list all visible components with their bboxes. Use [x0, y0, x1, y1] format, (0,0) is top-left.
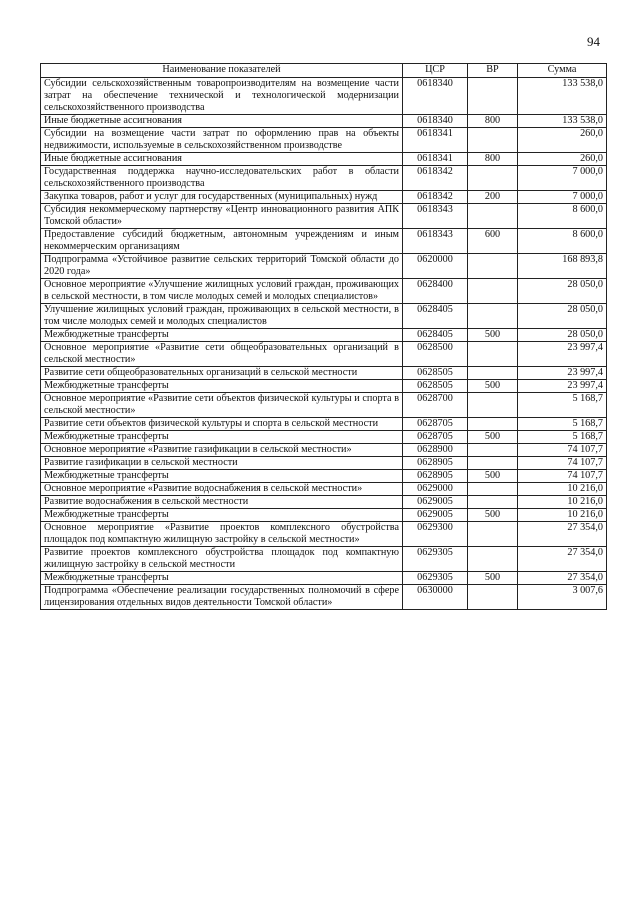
- row-vr-cell: 500: [468, 380, 518, 393]
- row-vr-cell: [468, 279, 518, 304]
- row-name-cell: Подпрограмма «Устойчивое развитие сельских территорий Томской области до 2020 года»: [41, 254, 403, 279]
- row-csr-cell: 0630000: [403, 585, 468, 610]
- row-vr-cell: [468, 496, 518, 509]
- row-csr-cell: 0629305: [403, 547, 468, 572]
- row-sum-cell: 10 216,0: [518, 496, 607, 509]
- row-vr-cell: [468, 522, 518, 547]
- row-vr-cell: 800: [468, 153, 518, 166]
- row-sum-cell: 27 354,0: [518, 522, 607, 547]
- row-sum-cell: 133 538,0: [518, 115, 607, 128]
- page-number: 94: [587, 34, 600, 49]
- row-name-cell: Развитие проектов комплексного обустройства площадок под компактную жилищную застройку в сельской местности: [41, 547, 403, 572]
- table-row: [41, 128, 607, 153]
- row-vr-cell: 500: [468, 329, 518, 342]
- row-sum-cell: 5 168,7: [518, 431, 607, 444]
- budget-table: [40, 63, 607, 610]
- row-csr-cell: 0628505: [403, 367, 468, 380]
- row-csr-cell: 0618343: [403, 204, 468, 229]
- row-name-cell: Основное мероприятие «Развитие проектов комплексного обустройства площадок под компактную жилищную застройку в сельской местности»: [41, 522, 403, 547]
- row-csr-cell: 0618341: [403, 128, 468, 153]
- row-vr-cell: [468, 166, 518, 191]
- row-name-cell: Развитие сети общеобразовательных организаций в сельской местности: [41, 367, 403, 380]
- row-csr-cell: 0629005: [403, 509, 468, 522]
- row-vr-cell: 800: [468, 115, 518, 128]
- header-sum: Сумма: [518, 64, 607, 78]
- row-sum-cell: 74 107,7: [518, 444, 607, 457]
- table-row: [41, 470, 607, 483]
- table-row: [41, 572, 607, 585]
- table-header-row: [41, 64, 607, 78]
- row-csr-cell: 0629005: [403, 496, 468, 509]
- row-vr-cell: [468, 418, 518, 431]
- table-row: [41, 393, 607, 418]
- table-row: [41, 279, 607, 304]
- row-csr-cell: 0629000: [403, 483, 468, 496]
- row-name-cell: Субсидии на возмещение части затрат по оформлению прав на объекты недвижимости, используемые в сельскохозяйственном производстве: [41, 128, 403, 153]
- row-sum-cell: 8 600,0: [518, 204, 607, 229]
- row-name-cell: Развитие сети объектов физической культуры и спорта в сельской местности: [41, 418, 403, 431]
- row-name-cell: Государственная поддержка научно-исследовательских работ в области сельскохозяйственного производства: [41, 166, 403, 191]
- row-sum-cell: 23 997,4: [518, 380, 607, 393]
- row-csr-cell: 0618340: [403, 115, 468, 128]
- row-csr-cell: 0628905: [403, 457, 468, 470]
- table-row: [41, 483, 607, 496]
- row-name-cell: Иные бюджетные ассигнования: [41, 153, 403, 166]
- row-vr-cell: [468, 204, 518, 229]
- row-vr-cell: 500: [468, 431, 518, 444]
- row-csr-cell: 0629300: [403, 522, 468, 547]
- row-csr-cell: 0628405: [403, 304, 468, 329]
- row-sum-cell: 10 216,0: [518, 483, 607, 496]
- row-sum-cell: 7 000,0: [518, 191, 607, 204]
- row-sum-cell: 8 600,0: [518, 229, 607, 254]
- table-row: [41, 229, 607, 254]
- row-name-cell: Межбюджетные трансферты: [41, 329, 403, 342]
- row-csr-cell: 0618342: [403, 166, 468, 191]
- table-row: [41, 78, 607, 115]
- row-csr-cell: 0628405: [403, 329, 468, 342]
- row-sum-cell: 28 050,0: [518, 279, 607, 304]
- row-name-cell: Основное мероприятие «Развитие сети объектов физической культуры и спорта в сельской местности»: [41, 393, 403, 418]
- table-row: [41, 153, 607, 166]
- row-name-cell: Развитие водоснабжения в сельской местности: [41, 496, 403, 509]
- table-row: [41, 115, 607, 128]
- row-csr-cell: 0628705: [403, 418, 468, 431]
- row-vr-cell: [468, 304, 518, 329]
- row-sum-cell: 7 000,0: [518, 166, 607, 191]
- row-sum-cell: 5 168,7: [518, 393, 607, 418]
- row-sum-cell: 5 168,7: [518, 418, 607, 431]
- row-sum-cell: 23 997,4: [518, 342, 607, 367]
- table-row: [41, 444, 607, 457]
- table-row: [41, 585, 607, 610]
- row-sum-cell: 3 007,6: [518, 585, 607, 610]
- row-sum-cell: 27 354,0: [518, 572, 607, 585]
- table-row: [41, 496, 607, 509]
- row-sum-cell: 74 107,7: [518, 457, 607, 470]
- table-row: [41, 509, 607, 522]
- row-name-cell: Предоставление субсидий бюджетным, автономным учреждениям и иным некоммерческим организациям: [41, 229, 403, 254]
- row-csr-cell: 0618343: [403, 229, 468, 254]
- row-name-cell: Межбюджетные трансферты: [41, 572, 403, 585]
- row-vr-cell: 500: [468, 572, 518, 585]
- row-csr-cell: 0629305: [403, 572, 468, 585]
- row-name-cell: Межбюджетные трансферты: [41, 380, 403, 393]
- row-sum-cell: 260,0: [518, 128, 607, 153]
- row-csr-cell: 0618341: [403, 153, 468, 166]
- row-sum-cell: 28 050,0: [518, 304, 607, 329]
- row-name-cell: Межбюджетные трансферты: [41, 431, 403, 444]
- row-name-cell: Иные бюджетные ассигнования: [41, 115, 403, 128]
- table-row: [41, 254, 607, 279]
- table-row: [41, 342, 607, 367]
- row-sum-cell: 260,0: [518, 153, 607, 166]
- row-csr-cell: 0628905: [403, 470, 468, 483]
- row-vr-cell: [468, 444, 518, 457]
- row-name-cell: Развитие газификации в сельской местности: [41, 457, 403, 470]
- row-sum-cell: 74 107,7: [518, 470, 607, 483]
- table-row: [41, 191, 607, 204]
- row-csr-cell: 0618340: [403, 78, 468, 115]
- table-row: [41, 304, 607, 329]
- row-vr-cell: [468, 547, 518, 572]
- row-sum-cell: 23 997,4: [518, 367, 607, 380]
- row-name-cell: Улучшение жилищных условий граждан, проживающих в сельской местности, в том числе молодых семей и молодых специалистов: [41, 304, 403, 329]
- row-vr-cell: [468, 585, 518, 610]
- row-csr-cell: 0628500: [403, 342, 468, 367]
- row-vr-cell: [468, 367, 518, 380]
- row-csr-cell: 0628900: [403, 444, 468, 457]
- row-sum-cell: 133 538,0: [518, 78, 607, 115]
- row-csr-cell: 0628700: [403, 393, 468, 418]
- table-row: [41, 204, 607, 229]
- table-row: [41, 547, 607, 572]
- row-vr-cell: [468, 457, 518, 470]
- row-name-cell: Основное мероприятие «Развитие сети общеобразовательных организаций в сельской местности»: [41, 342, 403, 367]
- row-csr-cell: 0628505: [403, 380, 468, 393]
- table-row: [41, 367, 607, 380]
- row-vr-cell: 200: [468, 191, 518, 204]
- table-body: [41, 78, 607, 610]
- row-vr-cell: [468, 342, 518, 367]
- row-name-cell: Основное мероприятие «Развитие газификации в сельской местности»: [41, 444, 403, 457]
- header-csr: ЦСР: [403, 64, 468, 78]
- table-row: [41, 166, 607, 191]
- table-row: [41, 329, 607, 342]
- row-name-cell: Закупка товаров, работ и услуг для государственных (муниципальных) нужд: [41, 191, 403, 204]
- row-sum-cell: 10 216,0: [518, 509, 607, 522]
- row-name-cell: Подпрограмма «Обеспечение реализации государственных полномочий в сфере лицензирования отдельных видов деятельности Томской области»: [41, 585, 403, 610]
- table-row: [41, 431, 607, 444]
- row-name-cell: Субсидия некоммерческому партнерству «Центр инновационного развития АПК Томской области»: [41, 204, 403, 229]
- table-row: [41, 457, 607, 470]
- row-vr-cell: [468, 393, 518, 418]
- table-row: [41, 522, 607, 547]
- row-sum-cell: 27 354,0: [518, 547, 607, 572]
- row-vr-cell: [468, 78, 518, 115]
- row-vr-cell: 500: [468, 470, 518, 483]
- header-indicator-name: Наименование показателей: [41, 64, 403, 78]
- row-name-cell: Основное мероприятие «Развитие водоснабжения в сельской местности»: [41, 483, 403, 496]
- row-vr-cell: 600: [468, 229, 518, 254]
- row-csr-cell: 0628400: [403, 279, 468, 304]
- row-sum-cell: 28 050,0: [518, 329, 607, 342]
- row-vr-cell: [468, 483, 518, 496]
- row-sum-cell: 168 893,8: [518, 254, 607, 279]
- row-name-cell: Основное мероприятие «Улучшение жилищных условий граждан, проживающих в сельской местности, в том числе молодых семей и молодых специалистов»: [41, 279, 403, 304]
- header-vr: ВР: [468, 64, 518, 78]
- row-name-cell: Межбюджетные трансферты: [41, 509, 403, 522]
- row-name-cell: Субсидии сельскохозяйственным товаропроизводителям на возмещение части затрат на обеспечение технической и технологической модернизации сельскохозяйственного производства: [41, 78, 403, 115]
- table-row: [41, 418, 607, 431]
- row-vr-cell: [468, 128, 518, 153]
- row-csr-cell: 0618342: [403, 191, 468, 204]
- row-csr-cell: 0628705: [403, 431, 468, 444]
- table-row: [41, 380, 607, 393]
- row-vr-cell: [468, 254, 518, 279]
- row-name-cell: Межбюджетные трансферты: [41, 470, 403, 483]
- row-vr-cell: 500: [468, 509, 518, 522]
- row-csr-cell: 0620000: [403, 254, 468, 279]
